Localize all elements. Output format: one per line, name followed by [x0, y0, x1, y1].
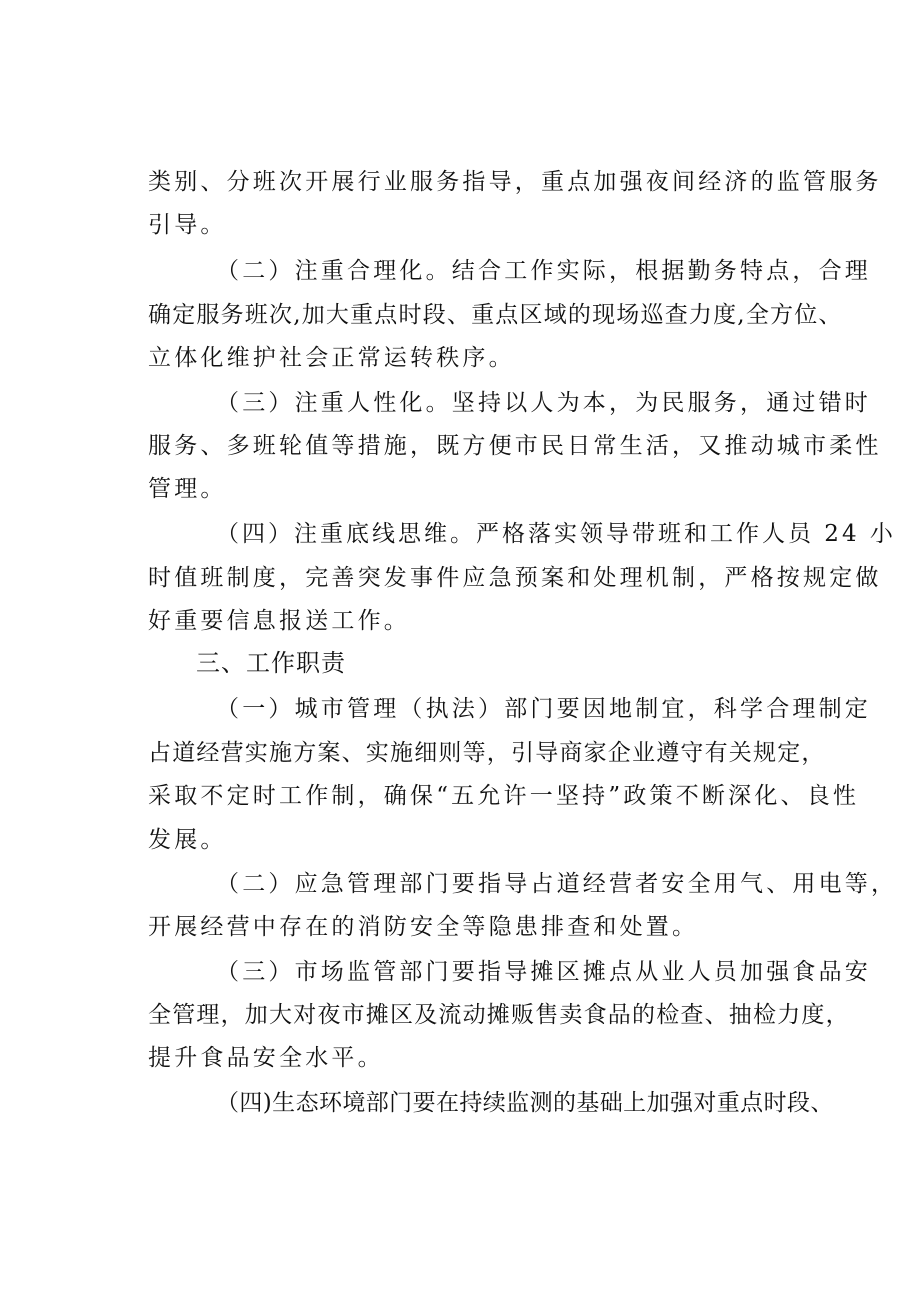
paragraph-line: 类别、分班次开展行业服务指导，重点加强夜间经济的监管服务 [148, 169, 882, 195]
paragraph-line: 发展。 [148, 827, 227, 853]
paragraph-line: 管理。 [148, 476, 227, 502]
paragraph-line: （四）注重底线思维。严格落实领导带班和工作人员 24 小 [216, 521, 896, 547]
paragraph-line: （三）市场监管部门要指导摊区摊点从业人员加强食品安 [216, 959, 871, 985]
paragraph-line: （三）注重人性化。坚持以人为本，为民服务，通过错时 [216, 390, 871, 416]
paragraph-line: 占道经营实施方案、实施细则等，引导商家企业遵守有关规定， [148, 740, 826, 766]
paragraph-line: 开展经营中存在的消防安全等隐患排查和处置。 [148, 914, 699, 940]
paragraph-line: （二）注重合理化。结合工作实际，根据勤务特点，合理 [216, 258, 871, 284]
paragraph-line: 采取不定时工作制，确保“五允许一坚持”政策不断深化、良性 [148, 783, 860, 809]
paragraph-line: 好重要信息报送工作。 [148, 608, 410, 634]
paragraph-line: 确定服务班次,加大重点时段、重点区域的现场巡查力度,全方位、 [148, 302, 843, 328]
paragraph-line: 全管理，加大对夜市摊区及流动摊贩售卖食品的检查、抽检力度， [148, 1002, 850, 1028]
paragraph-line: 立体化维护社会正常运转秩序。 [148, 345, 515, 371]
paragraph-line: 服务、多班轮值等措施，既方便市民日常生活，又推动城市柔性 [148, 433, 882, 459]
section-heading: 三、工作职责 [196, 649, 346, 677]
paragraph-line: （四)生态环境部门要在持续监测的基础上加强对重点时段、 [216, 1090, 834, 1116]
paragraph-line: 时值班制度，完善突发事件应急预案和处理机制，严格按规定做 [148, 565, 882, 591]
paragraph-line: 引导。 [148, 212, 227, 238]
paragraph-line: （二）应急管理部门要指导占道经营者安全用气、用电等， [216, 871, 898, 897]
paragraph-line: （一）城市管理（执法）部门要因地制宜，科学合理制定 [216, 696, 871, 722]
paragraph-line: 提升食品安全水平。 [148, 1045, 384, 1071]
